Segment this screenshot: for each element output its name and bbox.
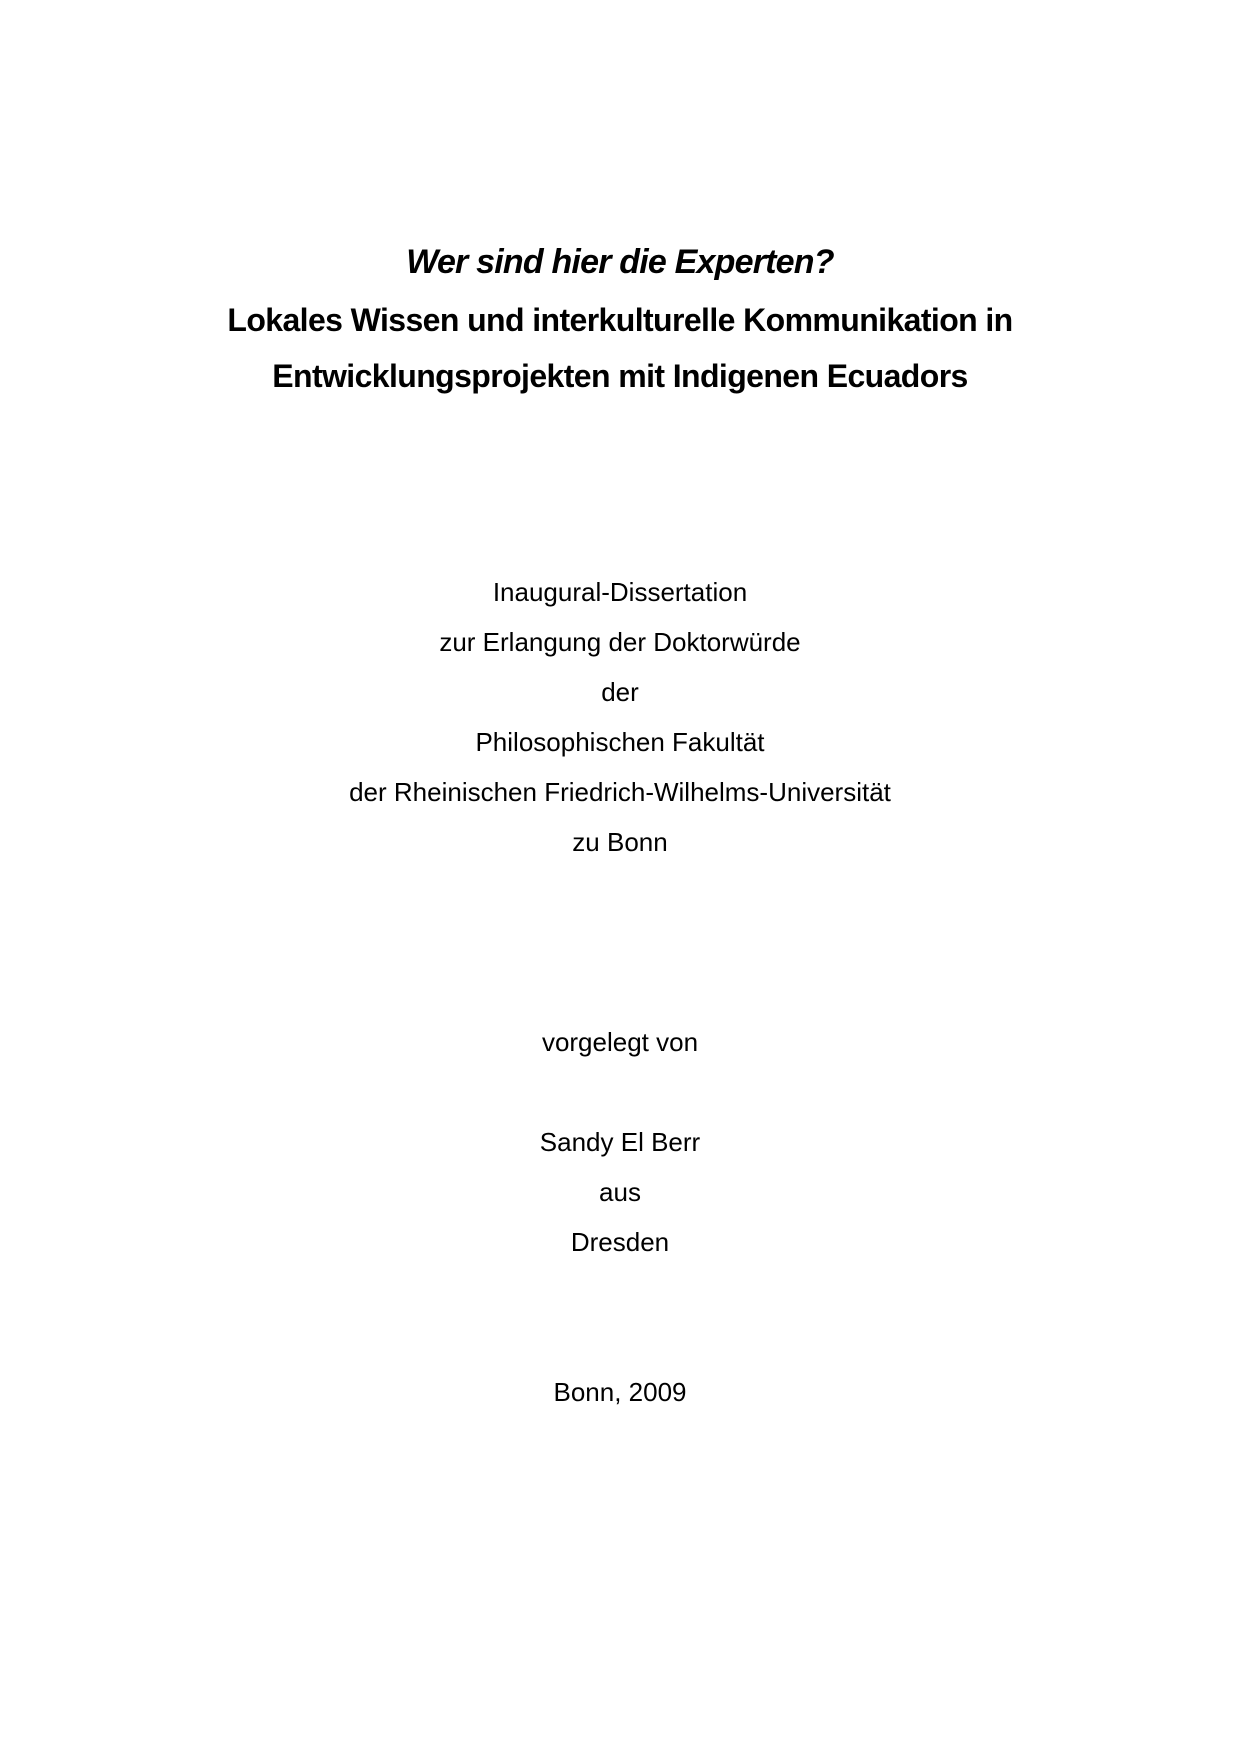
subtitle-line-2: Entwicklungsprojekten mit Indigenen Ecuadors — [272, 358, 968, 394]
from-label: aus — [599, 1177, 641, 1207]
dissertation-type: Inaugural-Dissertation — [492, 577, 748, 607]
university-name: der Rheinischen Friedrich-Wilhelms-Universität — [349, 777, 891, 807]
subtitle-line-1: Lokales Wissen und interkulturelle Kommunikation in — [227, 302, 1013, 338]
author-hometown: Dresden — [570, 1227, 670, 1257]
presented-by-label: vorgelegt von — [541, 1027, 699, 1057]
dissertation-article: der — [601, 677, 639, 707]
place-and-year: Bonn, 2009 — [553, 1377, 687, 1407]
main-title: Wer sind hier die Experten? — [406, 243, 834, 281]
author-name: Sandy El Berr — [539, 1127, 701, 1157]
university-city: zu Bonn — [572, 827, 668, 857]
dissertation-purpose: zur Erlangung der Doktorwürde — [439, 627, 801, 657]
faculty-name: Philosophischen Fakultät — [475, 727, 765, 757]
